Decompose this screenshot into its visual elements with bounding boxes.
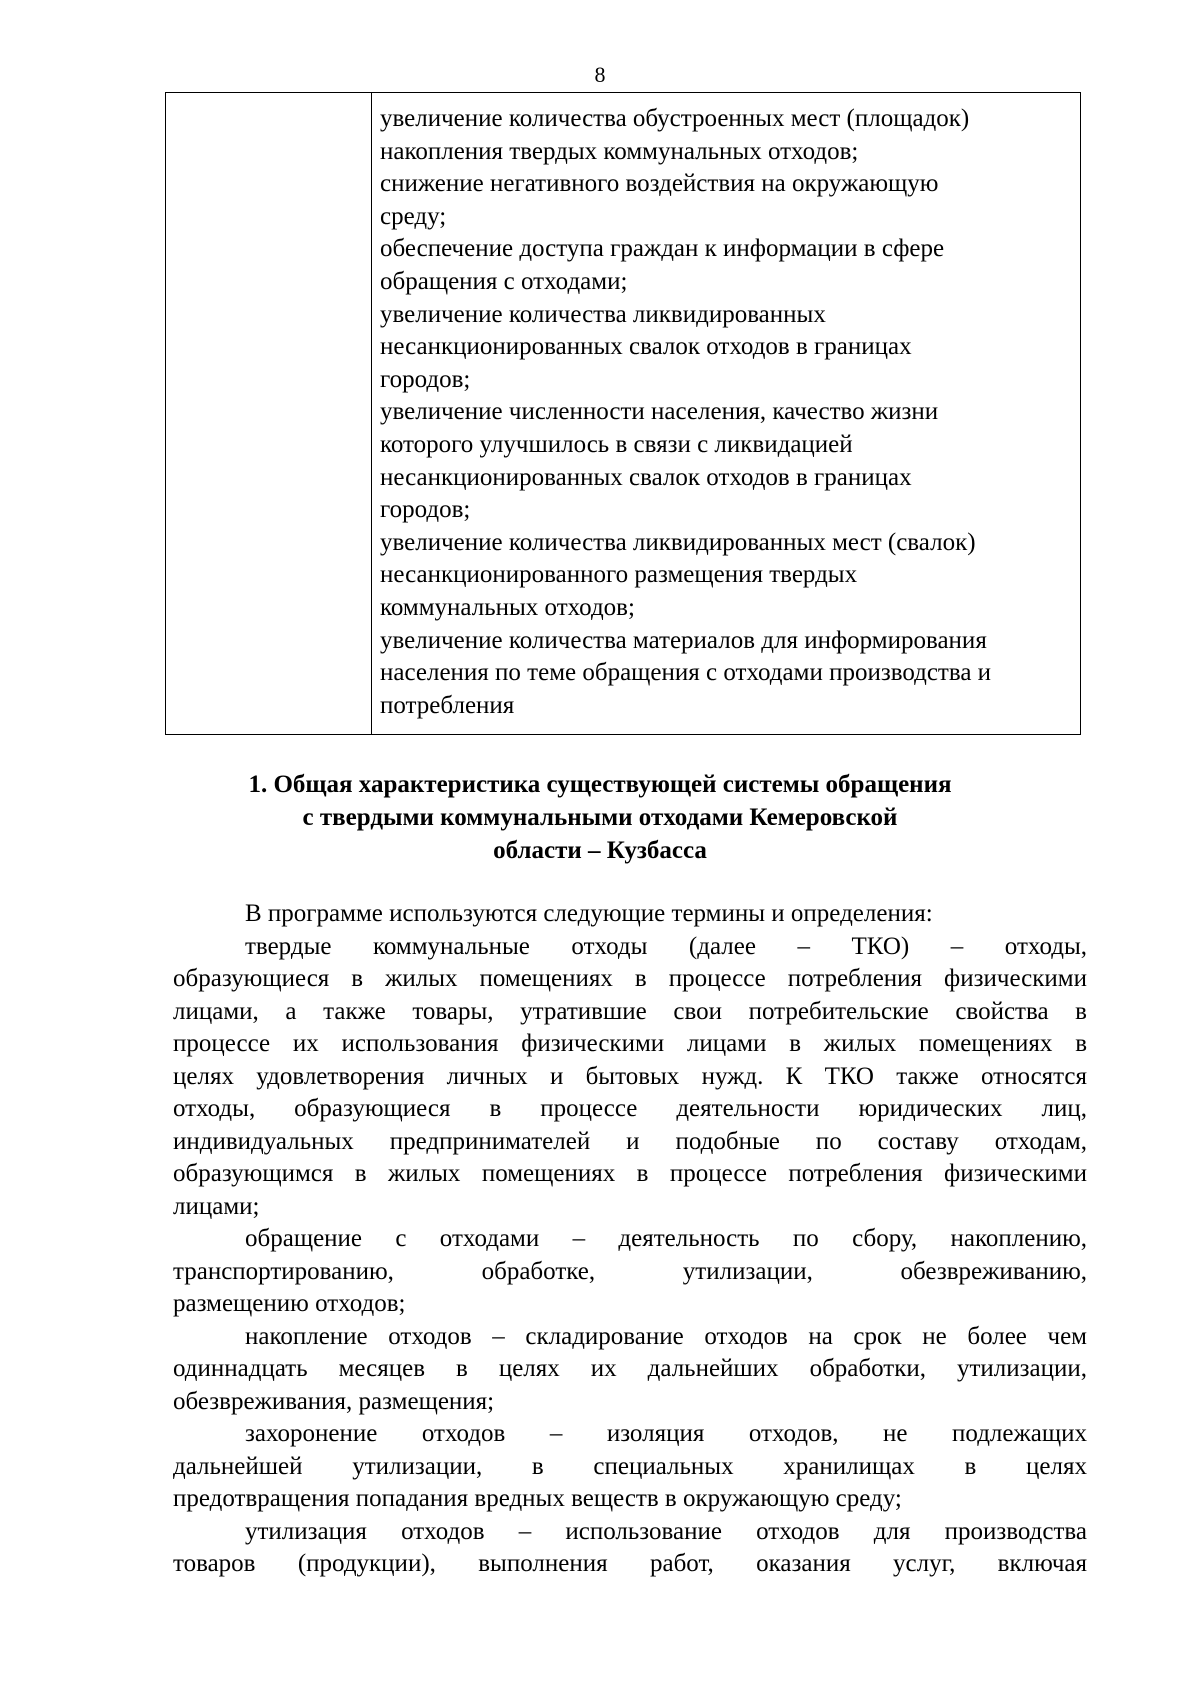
table-line: городов;	[380, 365, 471, 393]
table-line: увеличение количества материалов для информирования	[380, 626, 987, 654]
table-line: среду;	[380, 202, 447, 230]
body-line: утилизация отходов – использование отходов для производства	[245, 1517, 1087, 1545]
body-line: товаров (продукции), выполнения работ, оказания услуг, включая	[173, 1550, 1087, 1577]
heading-line: области – Кузбасса	[493, 837, 707, 864]
table-line: накопления твердых коммунальных отходов;	[380, 137, 859, 165]
body-line: дальнейшей утилизации, в специальных хранилищах в целях	[173, 1452, 1087, 1480]
body-line: образующимся в жилых помещениях в процессе потребления физическими	[173, 1160, 1087, 1187]
table-line: которого улучшилось в связи с ликвидацией	[380, 430, 853, 458]
table-cell-right	[380, 103, 1072, 722]
heading-line: с твердыми коммунальными отходами Кемеровской	[302, 804, 898, 831]
page-number: 8	[594, 62, 606, 87]
table-line: обеспечение доступа граждан к информации в сфере	[380, 235, 945, 263]
body-line: транспортированию, обработке, утилизации, обезвреживанию,	[173, 1257, 1087, 1285]
table-line: обращения с отходами;	[380, 267, 628, 295]
table-line: потребления	[380, 691, 515, 719]
table-line: городов;	[380, 496, 471, 524]
table-line: увеличение численности населения, качество жизни	[380, 398, 939, 426]
table-line: несанкционированных свалок отходов в границах	[380, 463, 912, 491]
table-line: населения по теме обращения с отходами производства и	[380, 659, 992, 687]
body-line: накопление отходов – складирование отходов на срок не более чем	[245, 1322, 1087, 1350]
body-line: процессе их использования физическими лицами в жилых помещениях в	[173, 1030, 1087, 1057]
table-line: увеличение количества ликвидированных	[380, 300, 826, 328]
body-line: размещению отходов;	[173, 1290, 406, 1317]
body-line: захоронение отходов – изоляция отходов, не подлежащих	[245, 1420, 1087, 1447]
body-line: лицами, а также товары, утратившие свои потребительские свойства в	[173, 997, 1087, 1025]
body-text	[173, 898, 1087, 1581]
table-column-divider	[371, 93, 372, 734]
table-line: снижение негативного воздействия на окружающую	[380, 170, 939, 198]
table-line: коммунальных отходов;	[380, 593, 635, 621]
goals-table	[165, 92, 1081, 735]
body-line: обращение с отходами – деятельность по сбору, накоплению,	[245, 1225, 1087, 1252]
body-line: В программе используются следующие термины и определения:	[245, 900, 933, 927]
table-line: несанкционированных свалок отходов в границах	[380, 333, 912, 361]
section-heading	[0, 768, 1200, 867]
heading-line: 1. Общая характеристика существующей системы обращения	[248, 771, 952, 798]
table-line: увеличение количества обустроенных мест (площадок)	[380, 105, 970, 132]
body-line: целях удовлетворения личных и бытовых нужд. К ТКО также относятся	[173, 1062, 1087, 1090]
table-line: несанкционированного размещения твердых	[380, 561, 858, 589]
body-line: лицами;	[173, 1192, 260, 1220]
body-line: предотвращения попадания вредных веществ в окружающую среду;	[173, 1485, 902, 1512]
table-line: увеличение количества ликвидированных мест (свалок)	[380, 528, 976, 556]
body-line: индивидуальных предпринимателей и подобные по составу отходам,	[173, 1127, 1087, 1155]
body-line: отходы, образующиеся в процессе деятельности юридических лиц,	[173, 1095, 1087, 1122]
body-line: образующиеся в жилых помещениях в процессе потребления физическими	[173, 965, 1087, 992]
body-line: обезвреживания, размещения;	[173, 1387, 495, 1415]
body-line: твердые коммунальные отходы (далее – ТКО) – отходы,	[245, 932, 1087, 960]
body-line: одиннадцать месяцев в целях их дальнейших обработки, утилизации,	[173, 1355, 1087, 1382]
